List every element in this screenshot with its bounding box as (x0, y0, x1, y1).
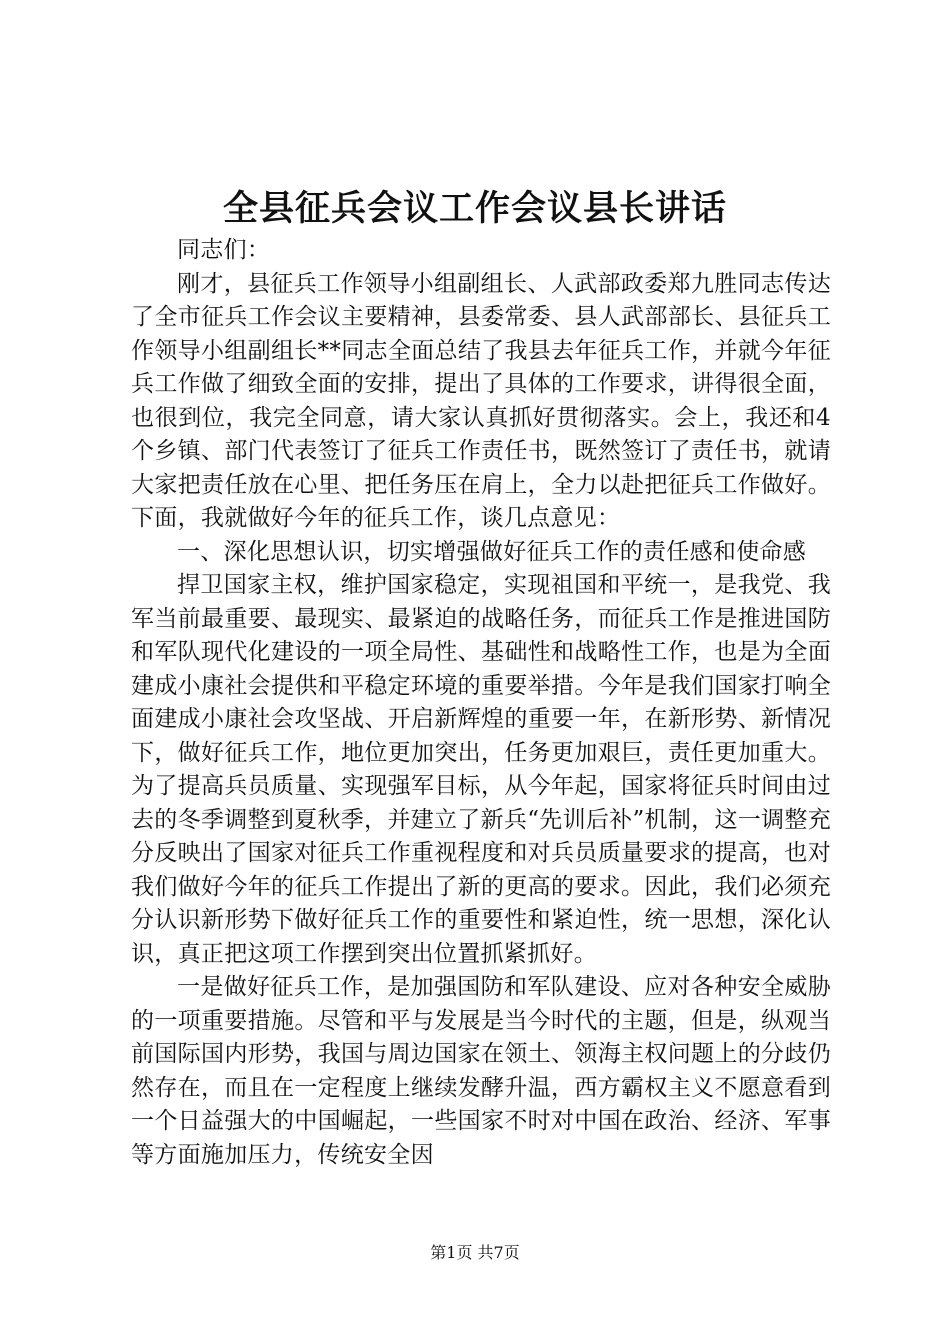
section-heading: 一、深化思想认识，切实增强做好征兵工作的责任感和使命感 (177, 538, 807, 565)
document-title: 全县征兵会议工作会议县长讲话 (222, 188, 727, 229)
salutation-paragraph: 同志们： (177, 237, 271, 263)
page-footer: 第1页 共7页 (430, 1243, 520, 1262)
document-body (131, 234, 831, 1172)
body-paragraph: 捍卫国家主权，维护国家稳定，实现祖国和平统一，是我党、我军当前最重要、最现实、最紧迫的战略任务，而征兵工作是推进国防和军队现代化建设的一项全局性、基础性和战略性工作，也是为全面建成小康社会提供和平稳定环境的重要举措。今年是我们国家打响全面建成小康社会攻坚战、开启新辉煌的重要一年，在新形势、新情况下，做好征兵工作，地位更加突出，任务更加艰巨，责任更加重大。为了提高兵员质量、实现强军目标，从今年起，国家将征兵时间由过去的冬季调整到夏秋季，并建立了新兵“先训后补”机制，这一调整充分反映出了国家对征兵工作重视程度和对兵员质量要求的提高，也对我们做好今年的征兵工作提出了新的更高的要求。因此，我们必须充分认识新形势下做好征兵工作的重要性和紧迫性，统一思想，深化认识，真正把这项工作摆到突出位置抓紧抓好。 (131, 572, 831, 967)
body-paragraph: 刚才，县征兵工作领导小组副组长、人武部政委郑九胜同志传达了全市征兵工作会议主要精神，县委常委、县人武部部长、县征兵工作领导小组副组长**同志全面总结了我县去年征兵工作，并就今年征兵工作做了细致全面的安排，提出了具体的工作要求，讲得很全面，也很到位，我完全同意，请大家认真抓好贯彻落实。会上，我还和4个乡镇、部门代表签订了征兵工作责任书，既然签订了责任书，就请大家把责任放在心里、把任务压在肩上，全力以赴把征兵工作做好。下面，我就做好今年的征兵工作，谈几点意见： (131, 270, 831, 531)
body-paragraph: 一是做好征兵工作，是加强国防和军队建设、应对各种安全威胁的一项重要措施。尽管和平与发展是当今时代的主题，但是，纵观当前国际国内形势，我国与周边国家在领土、领海主权问题上的分歧仍然存在，而且在一定程度上继续发酵升温，西方霸权主义不愿意看到一个日益强大的中国崛起，一些国家不时对中国在政治、经济、军事等方面施加压力，传统安全因 (131, 974, 831, 1168)
